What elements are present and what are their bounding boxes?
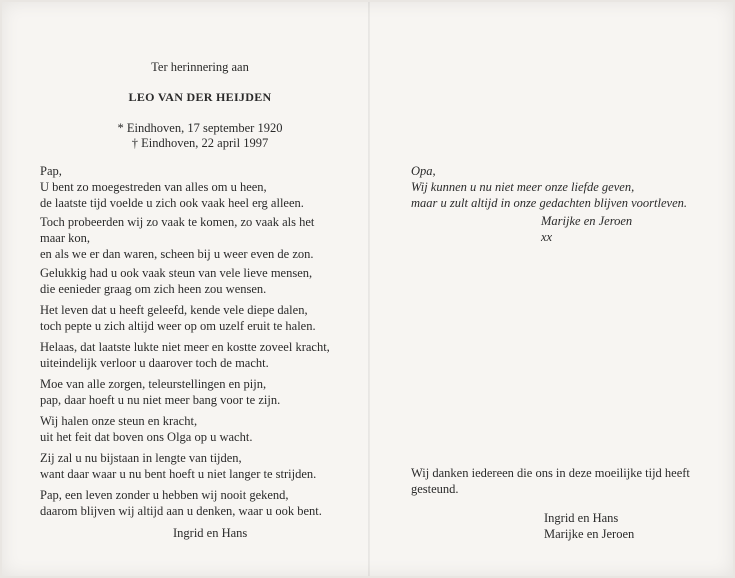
kisses-text: xx xyxy=(541,230,553,244)
death-line: † Eindhoven, 22 april 1997 xyxy=(131,136,269,150)
poem-signature: Ingrid en Hans xyxy=(173,526,248,540)
thanks-message xyxy=(411,465,690,497)
poem-stanza xyxy=(40,163,304,211)
poem-line: Wij halen onze steun en kracht, xyxy=(40,414,198,428)
poem-stanza xyxy=(40,413,252,445)
poem-line: uiteindelijk verloor u daarover toch de macht. xyxy=(40,356,269,370)
poem-line: Pap, een leven zonder u hebben wij nooit gekend, xyxy=(40,488,289,502)
poem-stanza xyxy=(40,450,316,482)
poem-line: toch pepte u zich altijd weer op om uzelf eruit te halen. xyxy=(40,319,316,333)
intro-text: Ter herinnering aan xyxy=(151,60,249,74)
poem-line: Helaas, dat laatste lukte niet meer en kostte zoveel kracht, xyxy=(40,340,330,354)
poem-line: maar kon, xyxy=(40,231,90,245)
poem-stanza xyxy=(40,214,314,262)
poem-line: uit het feit dat boven ons Olga op u wacht. xyxy=(40,430,253,444)
poem-line: Moe van alle zorgen, teleurstellingen en pijn, xyxy=(40,377,267,391)
poem-stanza xyxy=(40,302,316,334)
poem-line: pap, daar hoeft u nu niet meer bang voor te zijn. xyxy=(40,393,281,407)
poem-line: daarom blijven wij altijd aan u denken, waar u ook bent. xyxy=(40,504,322,518)
poem-line: U bent zo moegestreden van alles om u heen, xyxy=(40,180,267,194)
poem-line: Toch probeerden wij zo vaak te komen, zo vaak als het xyxy=(40,215,315,229)
poem-stanza xyxy=(40,339,330,371)
opa-line: Opa, xyxy=(411,164,436,178)
poem-line: die eenieder graag om zich heen zou wensen. xyxy=(40,282,267,296)
opa-line: maar u zult altijd in onze gedachten blijven voortleven. xyxy=(411,196,687,210)
poem-line: Het leven dat u heeft geleefd, kende vele diepe dalen, xyxy=(40,303,308,317)
poem-stanza xyxy=(40,487,322,519)
thanks-line: gesteund. xyxy=(411,482,459,496)
thanks-line: Wij danken iedereen die ons in deze moeilijke tijd heeft xyxy=(411,466,690,480)
poem-line: de laatste tijd voelde u zich ook vaak heel erg alleen. xyxy=(40,196,304,210)
poem-stanza xyxy=(40,265,312,297)
poem-line: en als we er dan waren, scheen bij u weer even de zon. xyxy=(40,247,314,261)
deceased-name: LEO VAN DER HEIJDEN xyxy=(128,90,272,104)
card-fold-line xyxy=(368,2,370,576)
poem-line: Zij zal u nu bijstaan in lengte van tijden, xyxy=(40,451,242,465)
poem-line: Pap, xyxy=(40,164,62,178)
birth-line: * Eindhoven, 17 september 1920 xyxy=(117,121,283,135)
poem-stanza xyxy=(40,376,280,408)
opa-message xyxy=(411,163,687,211)
grandkids-signature: Marijke en Jeroen xyxy=(541,214,633,228)
family-signature-2: Marijke en Jeroen xyxy=(544,527,635,541)
family-signature-1: Ingrid en Hans xyxy=(544,511,619,525)
opa-line: Wij kunnen u nu niet meer onze liefde geven, xyxy=(411,180,635,194)
poem-line: want daar waar u nu bent hoeft u niet langer te strijden. xyxy=(40,467,317,481)
poem-line: Gelukkig had u ook vaak steun van vele lieve mensen, xyxy=(40,266,313,280)
